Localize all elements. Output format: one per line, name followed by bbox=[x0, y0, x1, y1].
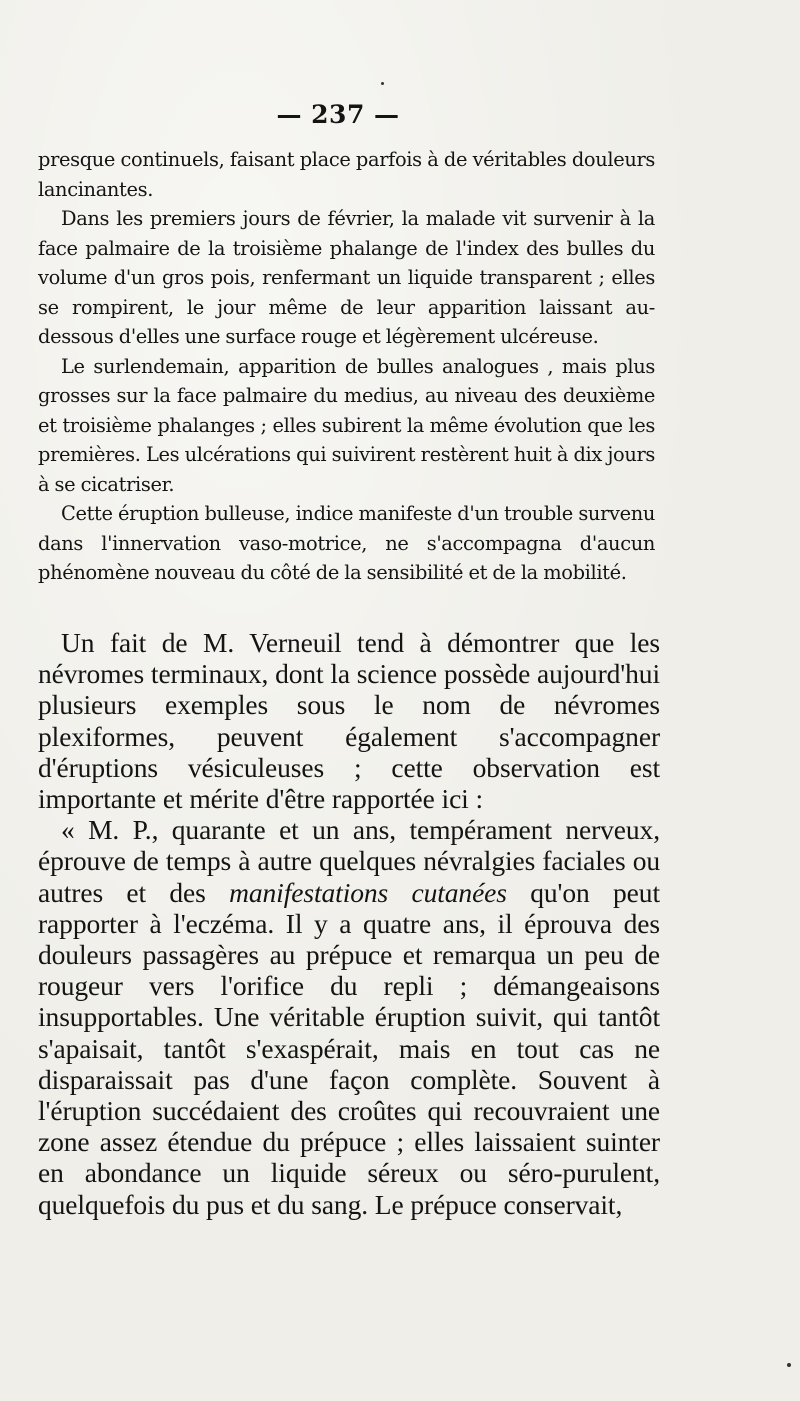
paragraph-continuation: presque continuels, faisant place parfois à de véritables douleurs lancinantes. bbox=[38, 148, 655, 201]
paragraph-february: Dans les premiers jours de février, la malade vit survenir à la face palmaire de la troisième phalange de l'index des bulles du volume d'un gros pois, renfermant un liquide transparent ; elles se rompirent, le jour même de leur apparition laissant au-dessous d'elles une surface rouge et légèrement ulcéreuse. bbox=[38, 207, 655, 348]
large-print-section bbox=[38, 627, 660, 1220]
paragraph-surlendemain: Le surlendemain, apparition de bulles analogues , mais plus grosses sur la face palmaire du medius, au niveau des deuxième et troisième phalanges ; elles subirent la même évolution que les premières. Les ulcérations qui suivirent restèrent huit à dix jours à se cicatriser. bbox=[38, 354, 655, 496]
small-print-section bbox=[38, 145, 655, 588]
paragraph-eruption-bulleuse: Cette éruption bulleuse, indice manifeste d'un trouble survenu dans l'innervation vaso-motrice, ne s'accompagna d'aucun phénomène nouveau du côté de la sensibilité et de la mobilité. bbox=[38, 502, 655, 584]
ink-speck bbox=[381, 82, 384, 85]
ink-speck bbox=[787, 1363, 791, 1367]
page-number: — 237 — bbox=[276, 100, 400, 129]
paragraph-observation bbox=[38, 814, 660, 1220]
observation-text-after: qu'on peut rapporter à l'eczéma. Il y a quatre ans, il éprouva des douleurs passagères au prépuce et remarqua un peu de rougeur vers l'orifice du repli ; démangeaisons insupportables. Une véritable éruption suivit, qui tantôt s'apaisait, tantôt s'exaspérait, mais en tout cas ne disparaissait pas d'une façon complète. Souvent à l'éruption succédaient des croûtes qui recouvraient une zone assez étendue du prépuce ; elles laissaient suinter en abondance un liquide séreux ou séro-purulent, quelquefois du pus et du sang. Le prépuce conservait, bbox=[38, 876, 660, 1220]
observation-emphasis: manifestations cutanées bbox=[229, 876, 507, 908]
paragraph-verneuil: Un fait de M. Verneuil tend à démontrer que les névromes terminaux, dont la science possède aujourd'hui plusieurs exemples sous le nom de névromes plexiformes, peuvent également s'accompagner d'éruptions vésiculeuses ; cette observation est importante et mérite d'être rapportée ici : bbox=[38, 627, 660, 815]
observation-text-before: « M. P., quarante et un ans, tempérament nerveux, éprouve de temps à autre quelques névralgies faciales ou autres et des bbox=[38, 814, 660, 908]
